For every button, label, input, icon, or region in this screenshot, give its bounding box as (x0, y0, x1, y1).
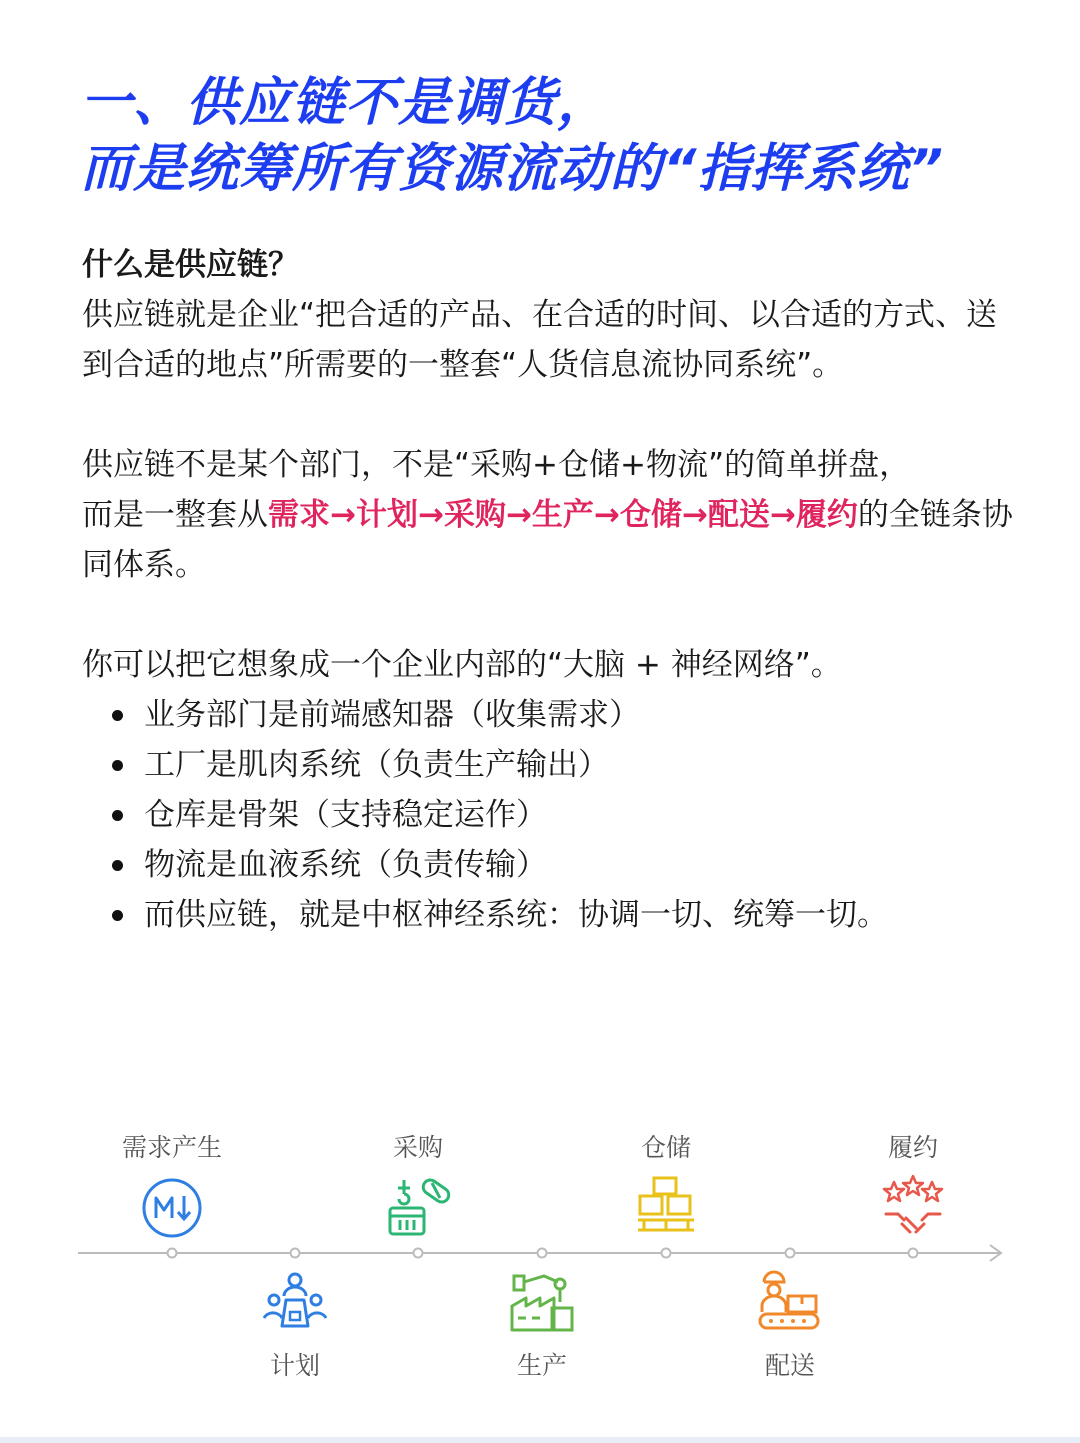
timeline-label-demand: 需求产生 (121, 1133, 222, 1162)
list-item: 而供应链，就是中枢神经系统：协调一切、统筹一切。 (82, 890, 1022, 940)
fulfillment-icon (880, 1172, 946, 1238)
list-item: 业务部门是前端感知器（收集需求） (82, 690, 1022, 740)
chain-highlight: 需求→计划→采购→生产→仓储→配送→履约 (268, 497, 858, 533)
production-icon (508, 1268, 576, 1334)
list-item: 仓库是骨架（支持稳定运作） (82, 790, 1022, 840)
supply-chain-timeline (0, 1110, 1080, 1410)
timeline-label-production: 生产 (516, 1351, 567, 1380)
timeline-label-plan: 计划 (269, 1351, 320, 1380)
delivery-icon (756, 1268, 822, 1334)
question-heading: 什么是供应链？ (82, 247, 299, 283)
page-title (80, 70, 1040, 202)
timeline-label-fulfillment: 履约 (887, 1133, 938, 1162)
analogy-paragraph: 你可以把它想象成一个企业内部的“大脑 + 神经网络”。 (82, 647, 842, 683)
article-body (82, 240, 1022, 940)
warehouse-icon (634, 1172, 698, 1240)
definition-paragraph: 供应链就是企业“把合适的产品、在合适的时间、以合适的方式、送到合适的地点”所需要的一整套“人货信息流协同系统”。 (82, 297, 998, 383)
analogy-list (82, 690, 1022, 940)
title-line-1: 一、供应链不是调货， (80, 73, 611, 133)
demand-icon (140, 1176, 204, 1240)
timeline-label-delivery: 配送 (764, 1351, 815, 1380)
chain-prefix: 而是一整套从 (82, 497, 268, 533)
title-line-2: 而是统筹所有资源流动的“指挥系统” (80, 139, 944, 199)
list-item: 物流是血液系统（负责传输） (82, 840, 1022, 890)
timeline-label-warehouse: 仓储 (640, 1133, 691, 1162)
not-department-paragraph: 供应链不是某个部门，不是“采购+仓储+物流”的简单拼盘， (82, 447, 911, 483)
purchase-icon (386, 1172, 454, 1240)
bottom-strip (0, 1437, 1080, 1443)
chain-paragraph (82, 490, 1022, 590)
plan-icon (262, 1270, 328, 1334)
chain-suffix: 的全链条协同体系。 (82, 497, 1013, 583)
list-item: 工厂是肌肉系统（负责生产输出） (82, 740, 1022, 790)
timeline-label-purchase: 采购 (392, 1133, 443, 1162)
